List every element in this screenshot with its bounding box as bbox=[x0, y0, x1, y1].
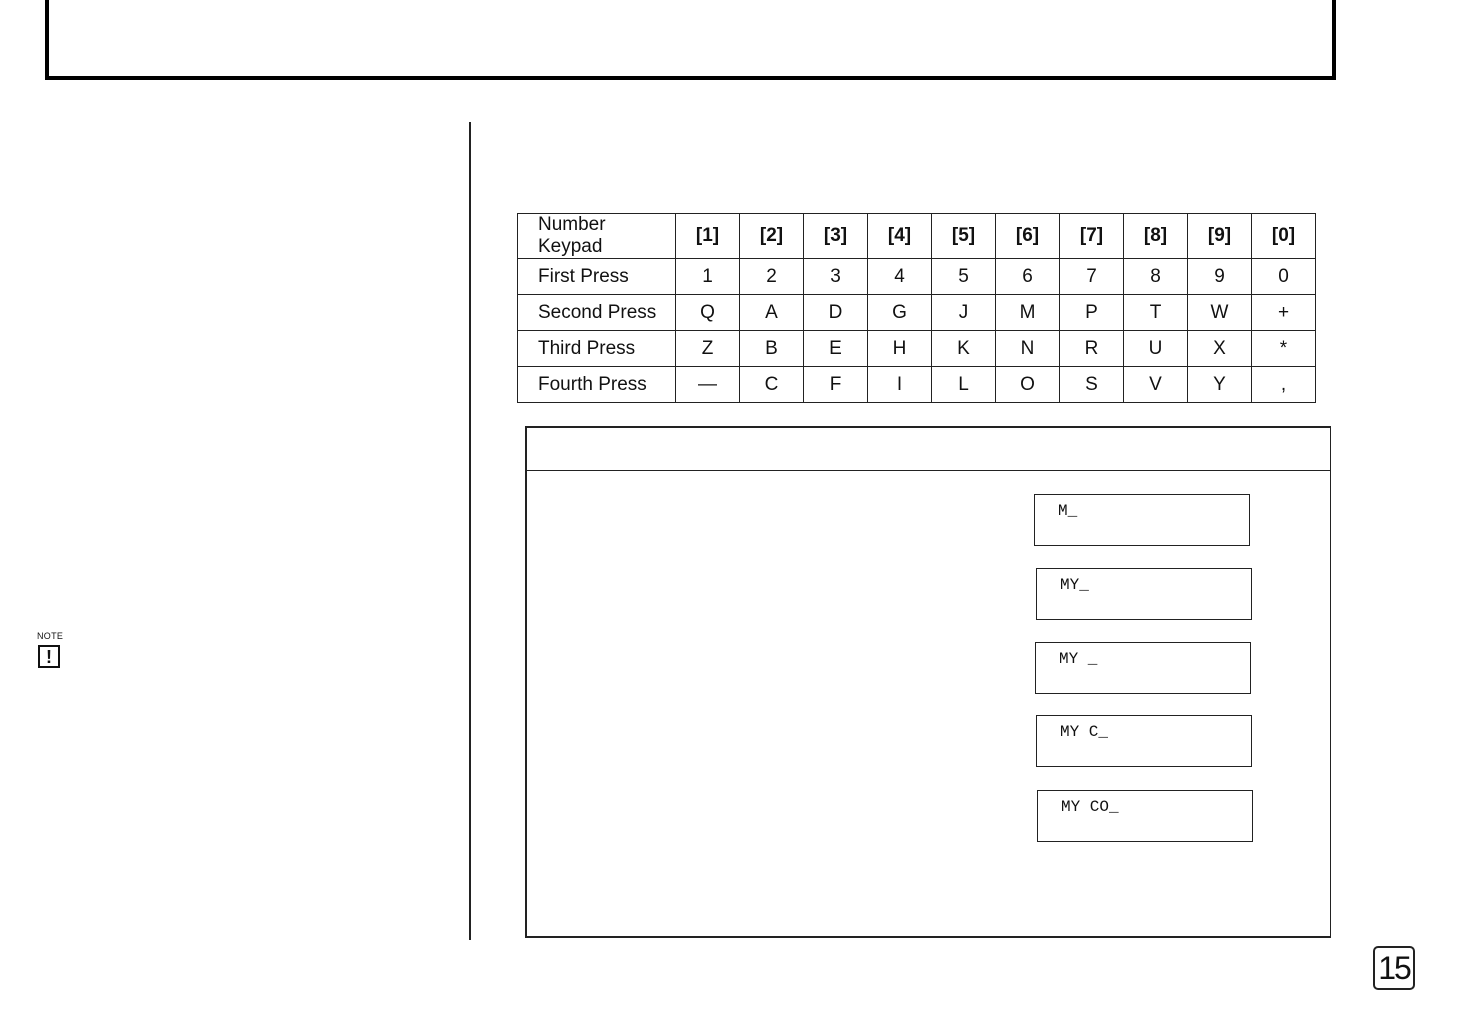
table-cell: K bbox=[932, 331, 996, 367]
table-cell: J bbox=[932, 295, 996, 331]
lcd-display-step-3: MY _ bbox=[1035, 642, 1251, 694]
exclamation-icon: ! bbox=[38, 645, 60, 668]
table-cell: X bbox=[1188, 331, 1252, 367]
table-row-label: Third Press bbox=[518, 331, 676, 367]
table-cell: 6 bbox=[996, 259, 1060, 295]
table-cell: , bbox=[1252, 367, 1316, 403]
table-cell: + bbox=[1252, 295, 1316, 331]
table-row-label: First Press bbox=[518, 259, 676, 295]
table-header-cell: [8] bbox=[1124, 214, 1188, 259]
table-cell: S bbox=[1060, 367, 1124, 403]
table-cell: C bbox=[740, 367, 804, 403]
table-cell: — bbox=[676, 367, 740, 403]
note-label: NOTE bbox=[37, 631, 64, 641]
table-cell: * bbox=[1252, 331, 1316, 367]
lcd-display-step-2: MY_ bbox=[1036, 568, 1252, 620]
table-cell: Q bbox=[676, 295, 740, 331]
table-cell: E bbox=[804, 331, 868, 367]
table-header-cell: [0] bbox=[1252, 214, 1316, 259]
table-cell: I bbox=[868, 367, 932, 403]
table-cell: M bbox=[996, 295, 1060, 331]
table-cell: R bbox=[1060, 331, 1124, 367]
table-cell: Y bbox=[1188, 367, 1252, 403]
table-cell: 5 bbox=[932, 259, 996, 295]
table-cell: D bbox=[804, 295, 868, 331]
table-cell: 4 bbox=[868, 259, 932, 295]
table-row-label: Second Press bbox=[518, 295, 676, 331]
table-cell: W bbox=[1188, 295, 1252, 331]
table-header-cell: [1] bbox=[676, 214, 740, 259]
table-row-label: Fourth Press bbox=[518, 367, 676, 403]
table-header-cell: [9] bbox=[1188, 214, 1252, 259]
table-header-cell: [4] bbox=[868, 214, 932, 259]
table-cell: O bbox=[996, 367, 1060, 403]
table-cell: N bbox=[996, 331, 1060, 367]
table-row bbox=[518, 367, 1316, 403]
keypad-character-table bbox=[517, 213, 1316, 403]
table-cell: F bbox=[804, 367, 868, 403]
table-cell: Z bbox=[676, 331, 740, 367]
table-cell: 3 bbox=[804, 259, 868, 295]
table-cell: H bbox=[868, 331, 932, 367]
table-cell: V bbox=[1124, 367, 1188, 403]
table-header-cell: [3] bbox=[804, 214, 868, 259]
lcd-display-step-1: M_ bbox=[1034, 494, 1250, 546]
table-header-cell: [6] bbox=[996, 214, 1060, 259]
example-panel-divider bbox=[527, 470, 1330, 471]
table-cell: G bbox=[868, 295, 932, 331]
table-cell: B bbox=[740, 331, 804, 367]
lcd-display-step-5: MY CO_ bbox=[1037, 790, 1253, 842]
table-cell: T bbox=[1124, 295, 1188, 331]
table-cell: U bbox=[1124, 331, 1188, 367]
table-cell: 9 bbox=[1188, 259, 1252, 295]
table-header-cell: Number Keypad bbox=[518, 214, 676, 259]
table-header-row bbox=[518, 214, 1316, 259]
table-cell: 7 bbox=[1060, 259, 1124, 295]
page-number: 15 bbox=[1373, 946, 1415, 990]
table-cell: A bbox=[740, 295, 804, 331]
column-divider bbox=[469, 122, 471, 940]
header-frame bbox=[45, 0, 1336, 80]
table-cell: P bbox=[1060, 295, 1124, 331]
table-cell: 0 bbox=[1252, 259, 1316, 295]
lcd-display-step-4: MY C_ bbox=[1036, 715, 1252, 767]
table-header-cell: [2] bbox=[740, 214, 804, 259]
table-header-cell: [7] bbox=[1060, 214, 1124, 259]
table-row bbox=[518, 331, 1316, 367]
table-row bbox=[518, 259, 1316, 295]
table-row bbox=[518, 295, 1316, 331]
table-cell: 1 bbox=[676, 259, 740, 295]
table-cell: L bbox=[932, 367, 996, 403]
table-header-cell: [5] bbox=[932, 214, 996, 259]
table-cell: 2 bbox=[740, 259, 804, 295]
table-cell: 8 bbox=[1124, 259, 1188, 295]
